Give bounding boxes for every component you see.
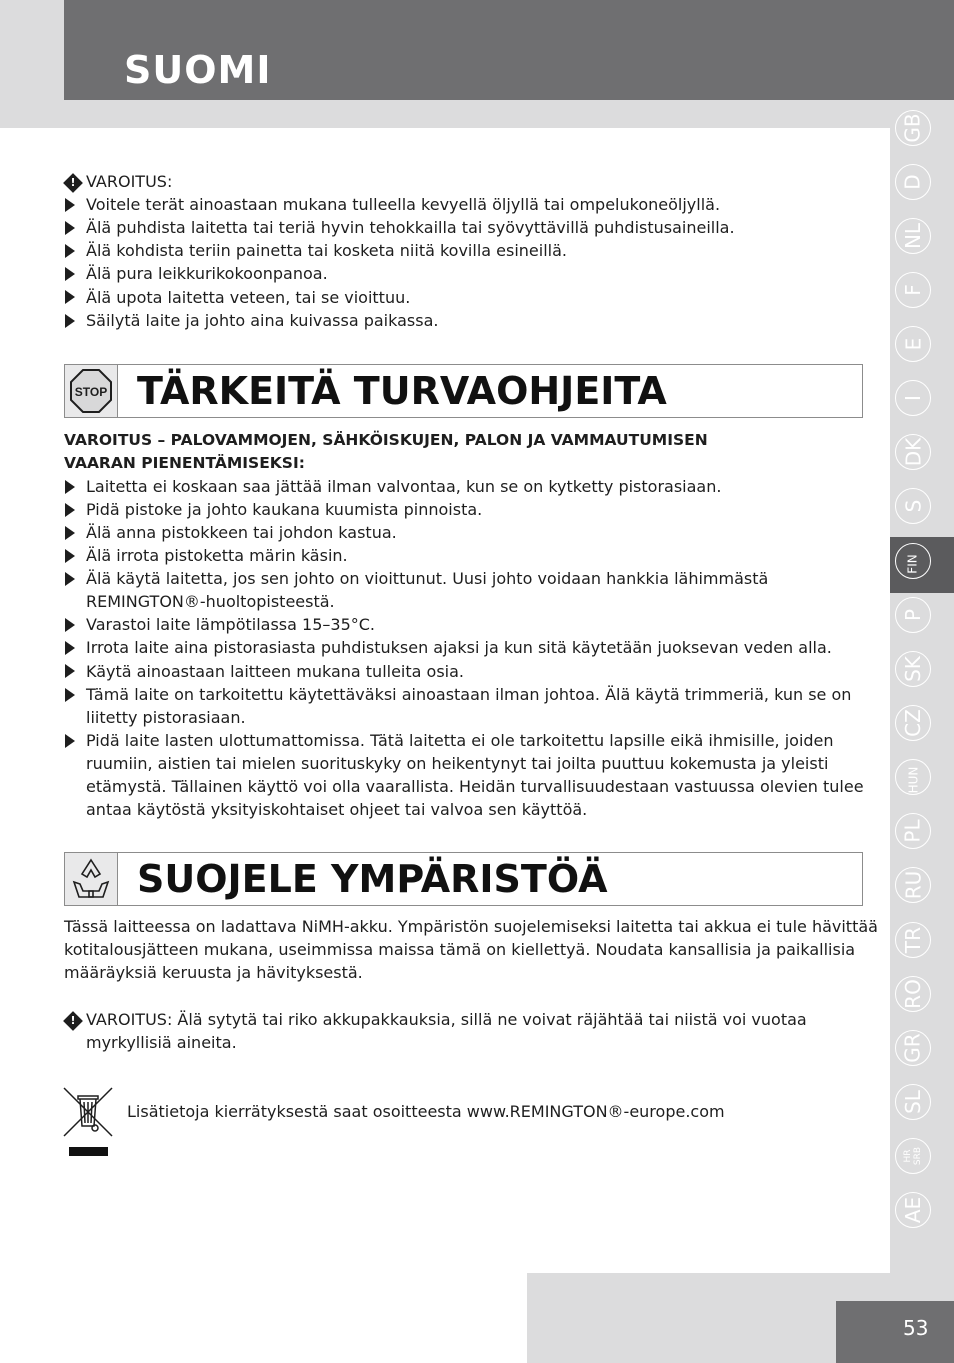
language-tab-d[interactable]: D [895,164,931,200]
weee-bar [69,1147,108,1156]
bullet-icon [65,244,75,258]
bullet-icon [65,734,75,748]
bullet-icon [65,618,75,632]
safety-item-continued: ruumiin, aistien tai mielen suorituskyky on heikentynyt tai joilta puuttuu kokemusta ja yleisti [86,754,829,773]
intro-item: Älä puhdista laitetta tai teriä hyvin tehokkailla tai syövyttävillä puhdistusaineilla. [86,218,735,237]
recycling-info: Lisätietoja kierrätyksestä saat osoitteesta www.REMINGTON®-europe.com [127,1102,725,1121]
language-tab-hr-srb[interactable]: HR SRB [895,1138,931,1174]
safety-warning-heading: VAARAN PIENENTÄMISEKSI: [64,454,305,472]
intro-item: Säilytä laite ja johto aina kuivassa paikassa. [86,311,439,330]
language-tab-cz[interactable]: CZ [895,705,931,741]
safety-item: Tämä laite on tarkoitettu käytettäväksi ainoastaan ilman johtoa. Älä käytä trimmeriä, kun se on [86,685,852,704]
stop-sign-icon [65,365,117,417]
environment-section-header [64,852,863,906]
language-tab-sl[interactable]: SL [895,1084,931,1120]
safety-title: TÄRKEITÄ TURVAOHJEITA [137,369,667,413]
intro-item: Älä pura leikkurikokoonpanoa. [86,264,328,283]
bullet-icon [65,664,75,678]
language-tab-ae[interactable]: AE [895,1192,931,1228]
language-tab-pl[interactable]: PL [895,813,931,849]
recycle-icon [65,853,117,905]
environment-paragraph-line: määräyksiä keruusta ja hävityksestä. [64,963,363,982]
safety-warning-heading: VAROITUS – PALOVAMMOJEN, SÄHKÖISKUJEN, PALON JA VAMMAUTUMISEN [64,431,708,449]
environment-paragraph-line: Tässä laitteessa on ladattava NiMH-akku. Ympäristön suojelemiseksi laitetta tai akkua ei tule hävittää [64,917,878,936]
safety-item: Laitetta ei koskaan saa jättää ilman valvontaa, kun se on kytketty pistorasiaan. [86,477,722,496]
bullet-icon [65,641,75,655]
bullet-icon [65,549,75,563]
language-tab-fin[interactable]: FIN [895,543,931,579]
environment-paragraph-line: kotitalousjätteen mukana, useimmissa maissa tämä on kiellettyä. Noudata kansallisia ja paikallisia [64,940,856,959]
language-tab-s[interactable]: S [895,488,931,524]
safety-item-continued: liitetty pistorasiaan. [86,708,246,727]
recycle-icon-box [65,853,118,905]
bullet-icon [65,198,75,212]
safety-item: Käytä ainoastaan laitteen mukana tulleita osia. [86,662,464,681]
stop-icon-box [65,365,118,417]
warning-icon: ! [63,173,83,193]
crossed-out-bin-icon [62,1086,114,1140]
safety-item: Älä irrota pistoketta märin käsin. [86,546,348,565]
safety-item-continued: antaa käytöstä yksityiskohtaiset ohjeet tai valvoa sen käyttöä. [86,800,588,819]
bullet-icon [65,503,75,517]
language-tab-e[interactable]: E [895,326,931,362]
bullet-icon [65,480,75,494]
bullet-icon [65,314,75,328]
bullet-icon [65,526,75,540]
intro-item: Voitele terät ainoastaan mukana tulleella kevyellä öljyllä tai ompelukoneöljyllä. [86,195,721,214]
language-tab-tr[interactable]: TR [895,922,931,958]
bullet-icon [65,572,75,586]
bullet-icon [65,290,75,304]
environment-warning: VAROITUS: Älä sytytä tai riko akkupakkauksia, sillä ne voivat räjähtää tai niistä voi vuotaa [86,1010,807,1029]
language-tab-i[interactable]: I [895,380,931,416]
safety-section-header [64,364,863,418]
language-tab-nl[interactable]: NL [895,218,931,254]
intro-warning-label: VAROITUS: [86,172,173,191]
safety-item: Irrota laite aina pistorasiasta puhdistuksen ajaksi ja kun sitä käytetään juoksevan veden alla. [86,638,832,657]
language-tab-p[interactable]: P [895,597,931,633]
intro-item: Älä kohdista teriin painetta tai kosketa niitä kovilla esineillä. [86,241,567,260]
language-tab-ro[interactable]: RO [895,976,931,1012]
safety-item-continued: REMINGTON®-huoltopisteestä. [86,592,335,611]
bullet-icon [65,267,75,281]
environment-title: SUOJELE YMPÄRISTÖÄ [137,857,608,901]
bullet-icon [65,688,75,702]
language-tab-gb[interactable]: GB [895,110,931,146]
language-tab-gr[interactable]: GR [895,1030,931,1066]
language-tab-sk[interactable]: SK [895,651,931,687]
stop-sign-text: STOP [74,385,108,399]
safety-item: Varastoi laite lämpötilassa 15–35°C. [86,615,376,634]
bullet-icon [65,221,75,235]
safety-item: Pidä pistoke ja johto kaukana kuumista pinnoista. [86,500,483,519]
warning-icon: ! [63,1011,83,1031]
environment-warning-continued: myrkyllisiä aineita. [86,1033,237,1052]
page-number-box [836,1301,954,1363]
safety-item: Pidä laite lasten ulottumattomissa. Tätä laitetta ei ole tarkoitettu lapsille eikä ihmisille, joiden [86,731,834,750]
language-tab-ru[interactable]: RU [895,867,931,903]
page-number: 53 [903,1316,929,1340]
safety-item: Älä käytä laitetta, jos sen johto on vioittunut. Uusi johto voidaan hankkia lähimmästä [86,569,769,588]
language-tab-hun[interactable]: HUN [895,759,931,795]
language-tab-f[interactable]: F [895,272,931,308]
safety-item: Älä anna pistokkeen tai johdon kastua. [86,523,397,542]
intro-item: Älä upota laitetta veteen, tai se vioittuu. [86,288,411,307]
language-tab-dk[interactable]: DK [895,434,931,470]
page-title: SUOMI [124,48,272,92]
safety-item-continued: etämystä. Tällainen käyttö voi olla vaarallista. Heidän turvallisuudestaan vastuussa olevien tulee [86,777,864,796]
